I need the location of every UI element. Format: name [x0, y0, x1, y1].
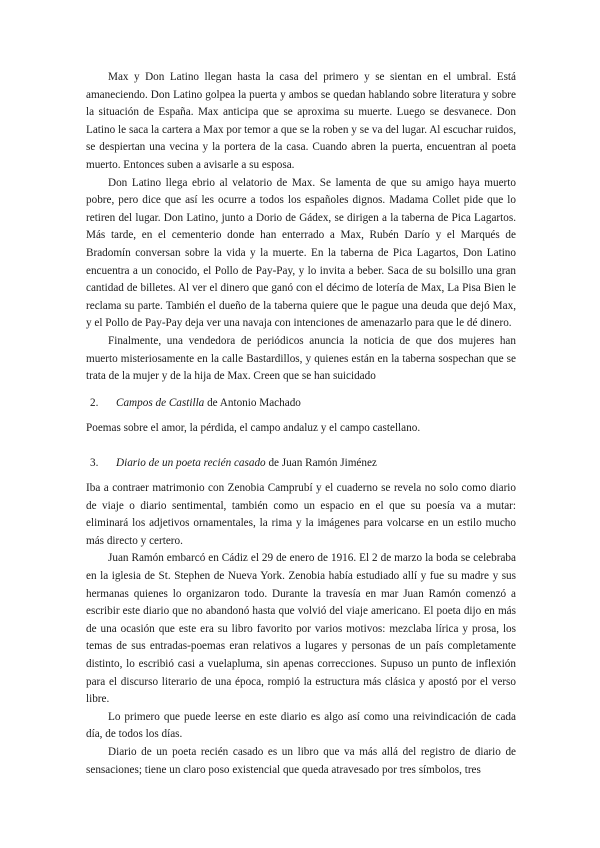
paragraph: Diario de un poeta recién casado es un libro que va más allá del registro de diario de sensaciones; tiene un claro poso existencial que queda atravesado por tres símbolos, tres [86, 745, 516, 776]
author-label: de Juan Ramón Jiménez [265, 457, 377, 469]
paragraph: Poemas sobre el amor, la pérdida, el campo andaluz y el campo castellano. [86, 422, 421, 434]
section1-body [86, 69, 516, 386]
paragraph: Max y Don Latino llegan hasta la casa del primero y se sientan en el umbral. Está amaneciendo. Don Latino golpea la puerta y ambos se quedan hablando sobre literatura y sobre la situación de España. Max anticipa que se aproxima su muerte. Luego se desvanece. Don Latino le saca la cartera a Max por temor a que se la roben y se va del lugar. Al escuchar ruidos, se despiertan una vecina y la portera de la casa. Cuando abren la puerta, encuentran al poeta muerto. Entonces suben a avisarle a su esposa. [86, 71, 516, 171]
author-label: de Antonio Machado [204, 397, 301, 409]
section2-heading [90, 395, 520, 413]
paragraph: Iba a contraer matrimonio con Zenobia Camprubí y el cuaderno se revela no solo como diario de viaje o diario sentimental, también como un espacio en el que su poesía va a mutar: eliminará los adjetivos ornamentales, la rima y la imágenes para volcarse en un estilo mucho más directo y certero. [86, 482, 516, 547]
book-title: Campos de Castilla [116, 397, 205, 409]
section3-body [86, 480, 516, 779]
paragraph: Juan Ramón embarcó en Cádiz el 29 de enero de 1916. El 2 de marzo la boda se celebraba en la iglesia de St. Stephen de Nueva York. Zenobia había estudiado allí y fue su madre y sus hermanas quienes lo organizaron todo. Durante la travesía en mar Juan Ramón comenzó a escribir este diario que no abandonó hasta que volvió del viaje americano. El poeta dijo en más de una ocasión que este era su libro favorito por varios motivos: mezclaba lírica y prosa, los temas de sus entradas-poemas eran relativos a lugares y personas de un país completamente distinto, lo escribió casi a vuelapluma, sin apenas correcciones. Supuso un punto de inflexión para el discurso literario de una época, rompió la estructura más clásica y apostó por el verso libre. [86, 552, 516, 706]
paragraph: Don Latino llega ebrio al velatorio de Max. Se lamenta de que su amigo haya muerto pobre, pero dice que así les ocurre a todos los españoles dignos. Madama Collet pide que lo retiren del lugar. Don Latino, junto a Dorio de Gádex, se dirigen a la taberna de Pica Lagartos. Más tarde, en el cementerio donde han enterrado a Max, Rubén Darío y el Marqués de Bradomín conversan sobre la vida y la muerte. En la taberna de Pica Lagartos, Don Latino encuentra a un conocido, el Pollo de Pay-Pay, y lo invita a beber. Saca de su bolsillo una gran cantidad de billetes. Al ver el dinero que ganó con el décimo de lotería de Max, La Pisa Bien le reclama su parte. También el dueño de la taberna quiere que le pague una deuda que dejó Max, y el Pollo de Pay-Pay deja ver una navaja con intenciones de amenazarlo para que le dé dinero. [86, 176, 516, 330]
section3-heading [90, 455, 520, 473]
list-number: 2. [90, 397, 99, 409]
section2-body [86, 420, 516, 438]
paragraph: Finalmente, una vendedora de periódicos anuncia la noticia de que dos mujeres han muerto misteriosamente en la calle Bastardillos, y quienes están en la taberna sospechan que se trata de la mujer y de la hija de Max. Creen que se han suicidado [86, 334, 516, 383]
paragraph: Lo primero que puede leerse en este diario es algo así como una reivindicación de cada día, de todos los días. [86, 710, 516, 741]
list-number: 3. [90, 457, 99, 469]
book-title: Diario de un poeta recién casado [116, 457, 266, 469]
